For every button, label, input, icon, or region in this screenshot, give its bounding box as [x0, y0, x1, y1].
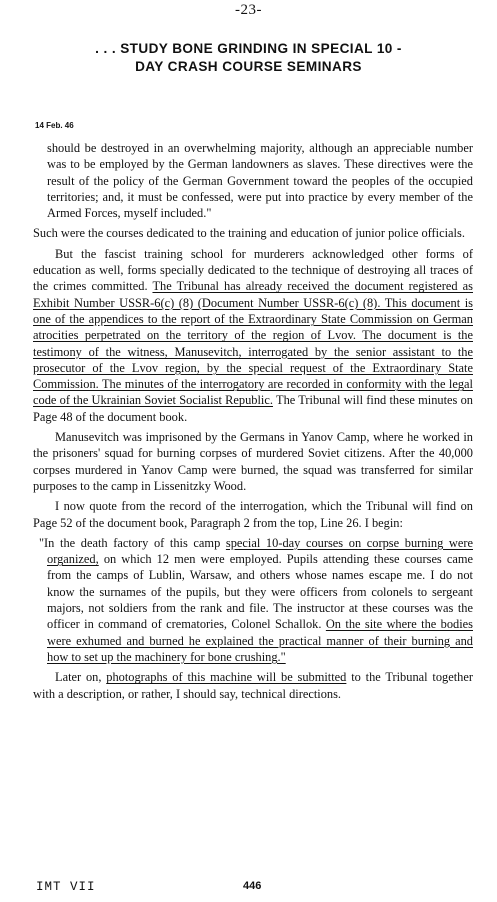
session-date: 14 Feb. 46: [35, 121, 74, 130]
paragraph-6-text-a: Later on,: [55, 670, 102, 685]
paragraph-3-text-b: The Tribunal will find these minutes on Page 48 of the document book.: [33, 393, 473, 424]
transcript-body: [33, 140, 473, 706]
quotation-paragraph: [33, 535, 473, 665]
quote-text-a: "In the death factory of this camp: [39, 535, 221, 550]
heading-line-2: DAY CRASH COURSE SEMINARS: [135, 59, 362, 74]
paragraph-5: I now quote from the record of the interrogation, which the Tribunal will find on Page 52 of the document book, Paragraph 2 from the top, Line 26. I begin:: [33, 499, 473, 530]
page-heading: [60, 40, 437, 76]
paragraph-3: [33, 246, 473, 425]
paragraph-1: should be destroyed in an overwhelming majority, although an appreciable number was to be employed by the German landowners as slaves. These directives were the result of the policy of the German Government toward the peoples of the occupied territories; and, it must be confessed, were put into practice by every member of the Armed Forces, myself included.": [47, 141, 473, 221]
footer-page-number: 446: [243, 880, 262, 892]
paragraph-4: Manusevitch was imprisoned by the Germans in Yanov Camp, where he worked in the prisoners' squad for burning corpses of murdered Soviet citizens. After the 40,000 corpses murdered in Yanov Camp were burned, the squad was transferred for similar purposes to the camp in Lissenitzky Wood.: [33, 430, 473, 493]
top-page-number: -23-: [235, 2, 262, 18]
paragraph-6-text-b: to the Tribunal together with a description, or rather, I should say, technical directions.: [33, 670, 473, 701]
paragraph-6-underlined: photographs of this machine will be submitted: [106, 670, 347, 685]
quote-underlined-1: special 10-day courses on corpse burning were organized,: [47, 535, 473, 567]
paragraph-2: Such were the courses dedicated to the training and education of junior police officials.: [33, 226, 465, 241]
heading-line-1: . . . STUDY BONE GRINDING IN SPECIAL 10 -: [95, 41, 402, 56]
paragraph-6: [33, 669, 473, 702]
quote-underlined-2: On the site where the bodies were exhumed and burned he explained the practical manner of their burning and how to set up the machinery for bone crushing.": [47, 617, 473, 664]
paragraph-3-underlined: The Tribunal has already received the document registered as Exhibit Number USSR-6(c) (8) (Document Number USSR-6(c) (8). This document is one of the appendices to the report of the Extraordinary State Commission on German atrocities perpetrated on the territory of the region of Lvov. The document is the testimony of the witness, Manusevitch, interrogated by the senior assistant to the prosecutor of the Lvov region, by the special request of the Extraordinary State Commission. The minutes of the interrogatory are recorded in conformity with the legal code of the Ukrainian Soviet Socialist Republic.: [33, 279, 473, 408]
volume-label: IMT VII: [36, 880, 96, 894]
paragraph-3-text-a: But the fascist training school for murderers acknowledged other forms of education as well, forms specially dedicated to the technique of destroying all traces of the crimes committed.: [33, 246, 473, 294]
quote-text-b: on which 12 men were employed. Pupils attending these courses came from the camps of Lublin, Warsaw, and others whose names escape me. I do not know the surnames of the pupils, but they were officers from colonels to sergeant majors, not soldiers from the rank and file. The instructor at these courses was the officer in command of crematories, Colonel Schallok.: [47, 552, 473, 632]
